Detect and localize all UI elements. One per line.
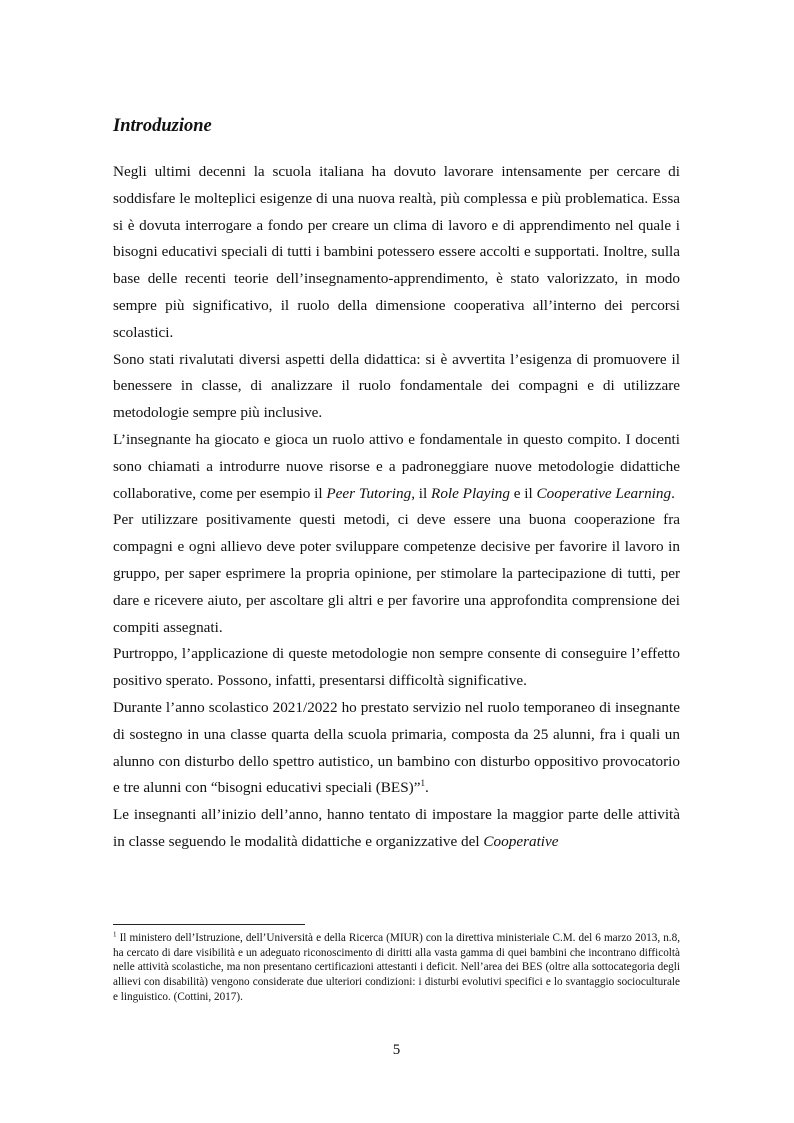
term-role-playing: Role Playing	[431, 484, 510, 502]
paragraph-7	[113, 802, 680, 856]
footnote-reference[interactable]: 1	[420, 778, 425, 789]
body-text	[113, 159, 680, 856]
footnote-separator	[113, 924, 305, 925]
paragraph-6	[113, 695, 680, 802]
term-cooperative-learning: Cooperative Learning	[536, 484, 672, 502]
paragraph-2: Sono stati rivalutati diversi aspetti della didattica: si è avvertita l’esigenza di promuovere il benessere in classe, di analizzare il ruolo fondamentale dei compagni e di utilizzare metodologie sempre più inclusive.	[113, 350, 680, 422]
term-cooperative: Cooperative	[483, 832, 559, 850]
section-heading: Introduzione	[113, 116, 212, 136]
paragraph-3	[113, 427, 680, 507]
footnote-text: Il ministero dell’Istruzione, dell’Università e della Ricerca (MIUR) con la direttiva ministeriale C.M. del 6 marzo 2013, n.8, ha cercato di dare visibilità e un adeguato riconoscimento di diritti alla vasta gamma di quei bambini che incontrano difficoltà nelle attività scolastiche, ma non presentano certificazioni attestanti i deficit. Nell’area dei BES (oltre alla sottocategoria degli allievi con disabilità) vengono considerate due ulteriori condizioni: i disturbi evolutivi specifici e lo svantaggio socioculturale e linguistico. (Cottini, 2017).	[113, 932, 680, 1003]
paragraph-4: Per utilizzare positivamente questi metodi, ci deve essere una buona cooperazione fra compagni e ogni allievo deve poter sviluppare competenze decisive per favorire il lavoro in gruppo, per saper esprimere la propria opinione, per stimolare la partecipazione di tutti, per dare e ricevere aiuto, per ascoltare gli altri e per favorire una approfondita comprensione dei compiti assegnati.	[113, 511, 680, 636]
footnote-marker: 1	[113, 930, 117, 939]
paragraph-7-text: Le insegnanti all’inizio dell’anno, hanno tentato di impostare la maggior parte delle attività in classe seguendo le modalità didattiche e organizzative del	[113, 806, 680, 850]
paragraph-3-sep-2: e il	[509, 484, 537, 502]
paragraph-5: Purtroppo, l’applicazione di queste metodologie non sempre consente di conseguire l’effetto positivo sperato. Possono, infatti, presentarsi difficoltà significative.	[113, 645, 680, 690]
paragraph-3-text: L’insegnante ha giocato e gioca un ruolo attivo e fondamentale in questo compito. I docenti sono chiamati a introdurre nuove risorse e a padroneggiare nuove metodologie didattiche collaborative, come per esempio il	[113, 430, 680, 502]
paragraph-3-end: .	[671, 484, 675, 502]
term-peer-tutoring: Peer Tutoring	[326, 484, 412, 502]
page-number: 5	[392, 1042, 401, 1058]
paragraph-3-sep-1: , il	[411, 484, 432, 502]
paragraph-6-text: Durante l’anno scolastico 2021/2022 ho prestato servizio nel ruolo temporaneo di insegnante di sostegno in una classe quarta della scuola primaria, composta da 25 alunni, fra i quali un alunno con disturbo dello spettro autistico, un bambino con disturbo oppositivo provocatorio e tre alunni con “bisogni educativi speciali (BES)”	[113, 698, 680, 797]
footnote	[113, 931, 680, 1005]
paragraph-6-end: .	[424, 779, 429, 797]
paragraph-1: Negli ultimi decenni la scuola italiana ha dovuto lavorare intensamente per cercare di soddisfare le molteplici esigenze di una nuova realtà, più complessa e più problematica. Essa si è dovuta interrogare a fondo per creare un clima di lavoro e di apprendimento nel quale i bisogni educativi speciali di tutti i bambini potessero essere accolti e supportati. Inoltre, sulla base delle recenti teorie dell’insegnamento-apprendimento, è stato valorizzato, in modo sempre più significativo, il ruolo della dimensione cooperativa all’interno dei percorsi scolastici.	[113, 163, 680, 341]
